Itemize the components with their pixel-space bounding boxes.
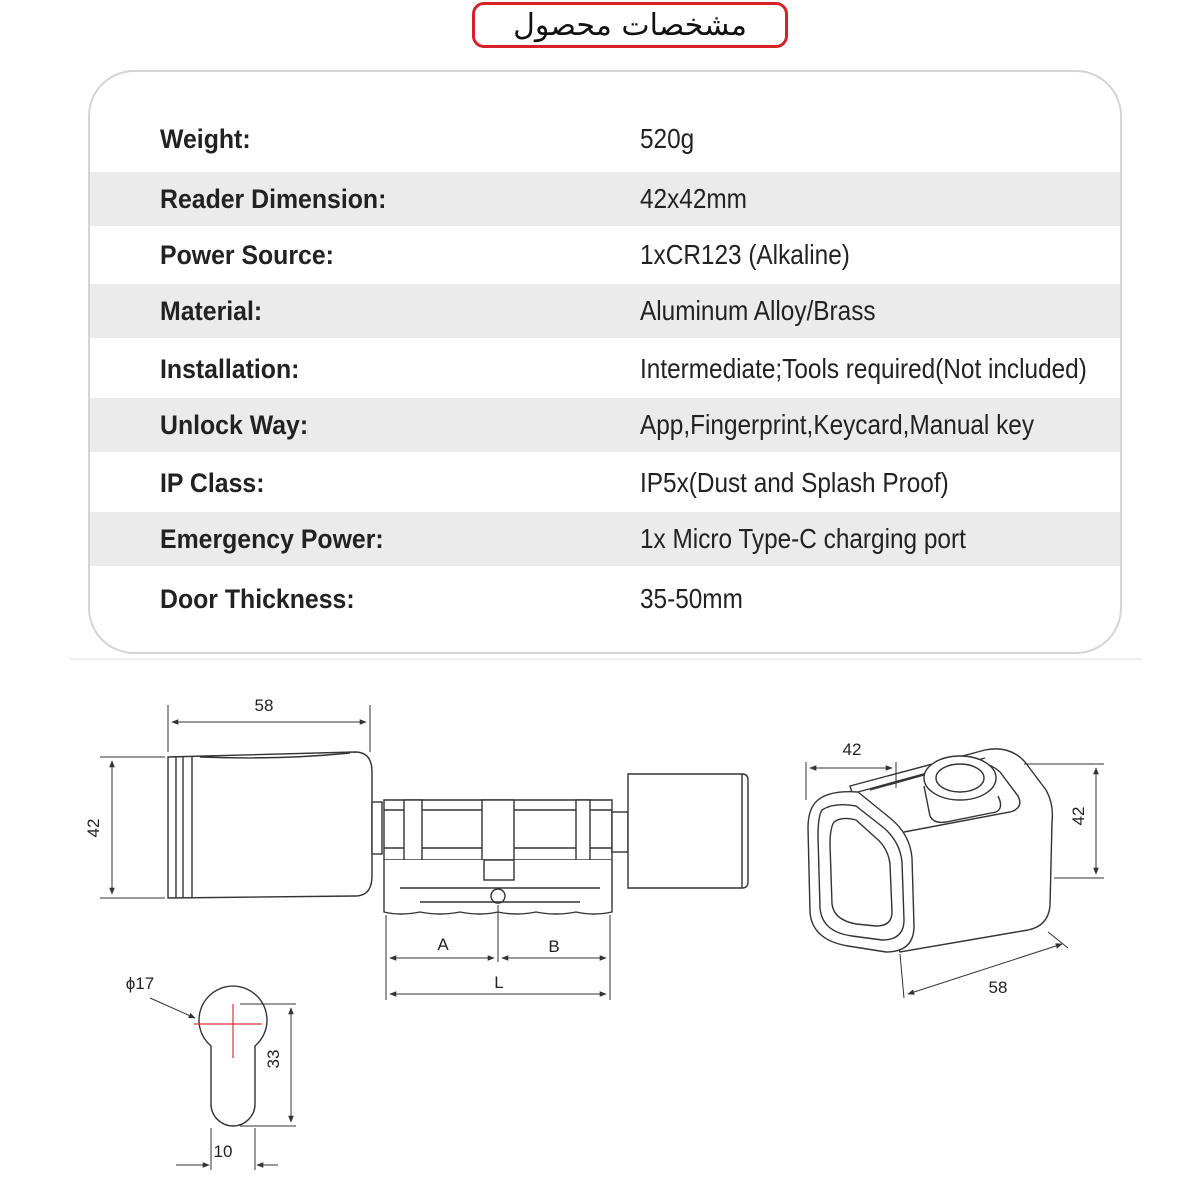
- dim-iso-depth: 58: [988, 978, 1008, 997]
- spec-label: Weight:: [160, 124, 251, 154]
- page-title: مشخصات محصول: [472, 2, 788, 48]
- spec-label: Emergency Power:: [160, 524, 384, 554]
- spec-value: 1x Micro Type-C charging port: [640, 523, 966, 554]
- spec-label: IP Class:: [160, 468, 265, 498]
- dim-iso-height: 42: [1069, 806, 1088, 826]
- spec-label: Power Source:: [160, 240, 334, 270]
- dim-label-a: A: [437, 935, 449, 954]
- dim-label-b: B: [548, 937, 560, 956]
- spec-value: IP5x(Dust and Splash Proof): [640, 467, 949, 498]
- spec-value: Aluminum Alloy/Brass: [640, 295, 876, 326]
- spec-label: Door Thickness:: [160, 584, 355, 614]
- spec-label: Reader Dimension:: [160, 184, 387, 214]
- spec-value: 1xCR123 (Alkaline): [640, 239, 850, 270]
- spec-value: App,Fingerprint,Keycard,Manual key: [640, 409, 1035, 440]
- spec-label: Unlock Way:: [160, 410, 309, 440]
- spec-value: 520g: [640, 123, 695, 154]
- dim-side-height: 42: [84, 818, 103, 838]
- spec-value: Intermediate;Tools required(Not included): [640, 353, 1087, 384]
- dim-hole-diameter: ϕ17: [125, 974, 155, 993]
- spec-value: 42x42mm: [640, 183, 747, 214]
- side-view-drawing: [168, 752, 748, 914]
- spec-label: Installation:: [160, 354, 300, 384]
- dim-hole-width: 10: [213, 1142, 233, 1161]
- isometric-reader-drawing: [808, 749, 1052, 952]
- dim-hole-height: 33: [264, 1049, 283, 1069]
- dim-iso-width: 42: [842, 740, 862, 759]
- spec-label: Material:: [160, 296, 263, 326]
- dim-side-width: 58: [254, 696, 274, 715]
- dim-label-l: L: [494, 973, 504, 992]
- spec-value: 35-50mm: [640, 583, 743, 614]
